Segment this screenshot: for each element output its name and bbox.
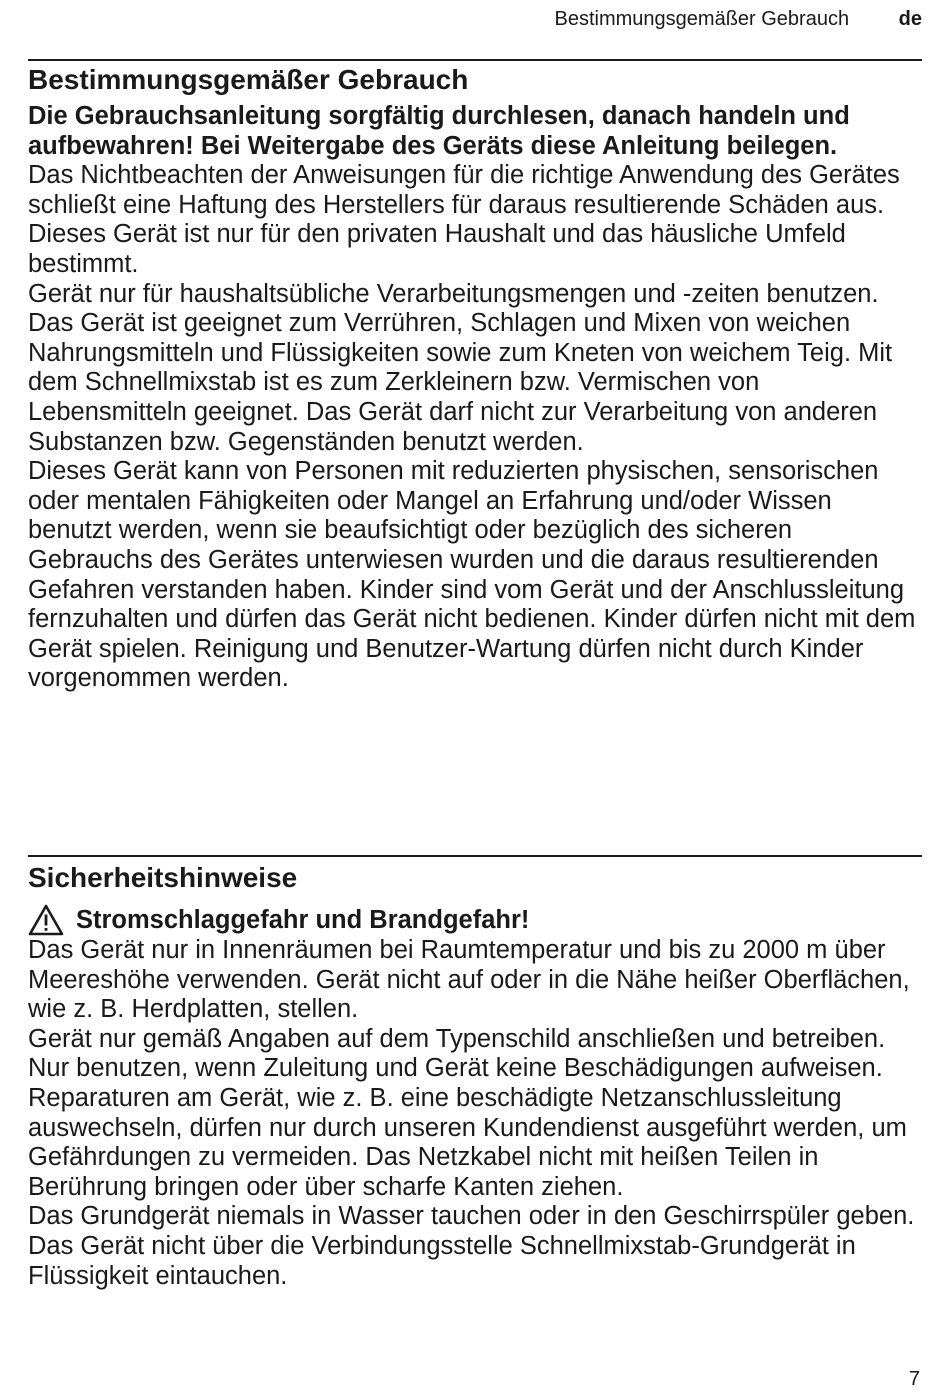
section-heading-safety: Sicherheitshinweise bbox=[28, 862, 298, 893]
section-safety bbox=[28, 862, 922, 1291]
header-divider bbox=[28, 59, 922, 61]
warning-title: Stromschlaggefahr und Brandgefahr! bbox=[76, 906, 530, 934]
running-header-title: Bestimmungsgemäßer Gebrauch bbox=[554, 8, 850, 30]
paragraph-liability: Das Nichtbeachten der Anweisungen für die richtige Anwendung des Gerätes schließt eine Haftung des Herstellers für daraus resultierende Schäden aus. bbox=[28, 161, 900, 219]
paragraph-suitability: Das Gerät ist geeignet zum Verrühren, Schlagen und Mixen von weichen Nahrungsmitteln und Flüssigkeiten sowie zum Kneten von weichem Teig. Mit dem Schnellmixstab ist es zum Zerkleinern bzw. Vermischen von Lebensmitteln geeignet. Das Gerät darf nicht zur Verarbeitung von anderen Substanzen bzw. Gegenständen benutzt werden. bbox=[28, 309, 893, 456]
paragraph-indoor-use: Das Gerät nur in Innenräumen bei Raumtemperatur und bis zu 2000 m über Meereshöhe verwenden. Gerät nicht auf oder in die Nähe heißer Oberflächen, wie z. B. Herdplatten, stellen. bbox=[28, 936, 910, 1024]
running-header bbox=[555, 6, 922, 32]
paragraph-quantities: Gerät nur für haushaltsübliche Verarbeitungsmengen und -zeiten benutzen. bbox=[28, 279, 879, 308]
paragraph-household-use: Dieses Gerät ist nur für den privaten Haushalt und das häusliche Umfeld bestimmt. bbox=[28, 220, 846, 278]
paragraph-connection-repair: Gerät nur gemäß Angaben auf dem Typenschild anschließen und betreiben. Nur benutzen, wenn Zuleitung und Gerät keine Beschädigungen aufweisen. Reparaturen am Gerät, wie z. B. eine beschädigte Netzanschlussleitung auswechseln, dürfen nur durch unseren Kundendienst ausgeführt werden, um Gefährdungen zu vermeiden. Das Netzkabel nicht mit heißen Teilen in Berührung bringen oder über scharfe Kanten ziehen. bbox=[28, 1024, 907, 1201]
lead-instruction: Die Gebrauchsanleitung sorgfältig durchlesen, danach handeln und aufbewahren! Bei Weitergabe des Geräts diese Anleitung beilegen. bbox=[28, 102, 850, 160]
section-divider bbox=[28, 855, 922, 857]
section-intended-use bbox=[28, 64, 922, 694]
warning-triangle-icon bbox=[28, 904, 64, 936]
section-heading-intended-use: Bestimmungsgemäßer Gebrauch bbox=[28, 64, 469, 95]
paragraph-water-immersion: Das Grundgerät niemals in Wasser tauchen oder in den Geschirrspüler geben. Das Gerät nicht über die Verbindungsstelle Schnellmixstab-Grundgerät in Flüssigkeit eintauchen. bbox=[28, 1202, 915, 1290]
document-page bbox=[28, 0, 922, 1393]
language-code: de bbox=[898, 8, 922, 30]
page-number: 7 bbox=[908, 1368, 920, 1390]
warning-heading bbox=[28, 904, 922, 936]
paragraph-persons-children: Dieses Gerät kann von Personen mit reduzierten physischen, sensorischen oder mentalen Fähigkeiten oder Mangel an Erfahrung und/oder Wissen benutzt werden, wenn sie beaufsichtigt oder bezüglich des sicheren Gebrauchs des Gerätes unterwiesen wurden und die daraus resultierenden Gefahren verstanden haben. Kinder sind vom Gerät und der Anschlussleitung fernzuhalten und dürfen das Gerät nicht bedienen. Kinder dürfen nicht mit dem Gerät spielen. Reinigung und Benutzer-Wartung dürfen nicht durch Kinder vorgenommen werden. bbox=[28, 457, 916, 693]
